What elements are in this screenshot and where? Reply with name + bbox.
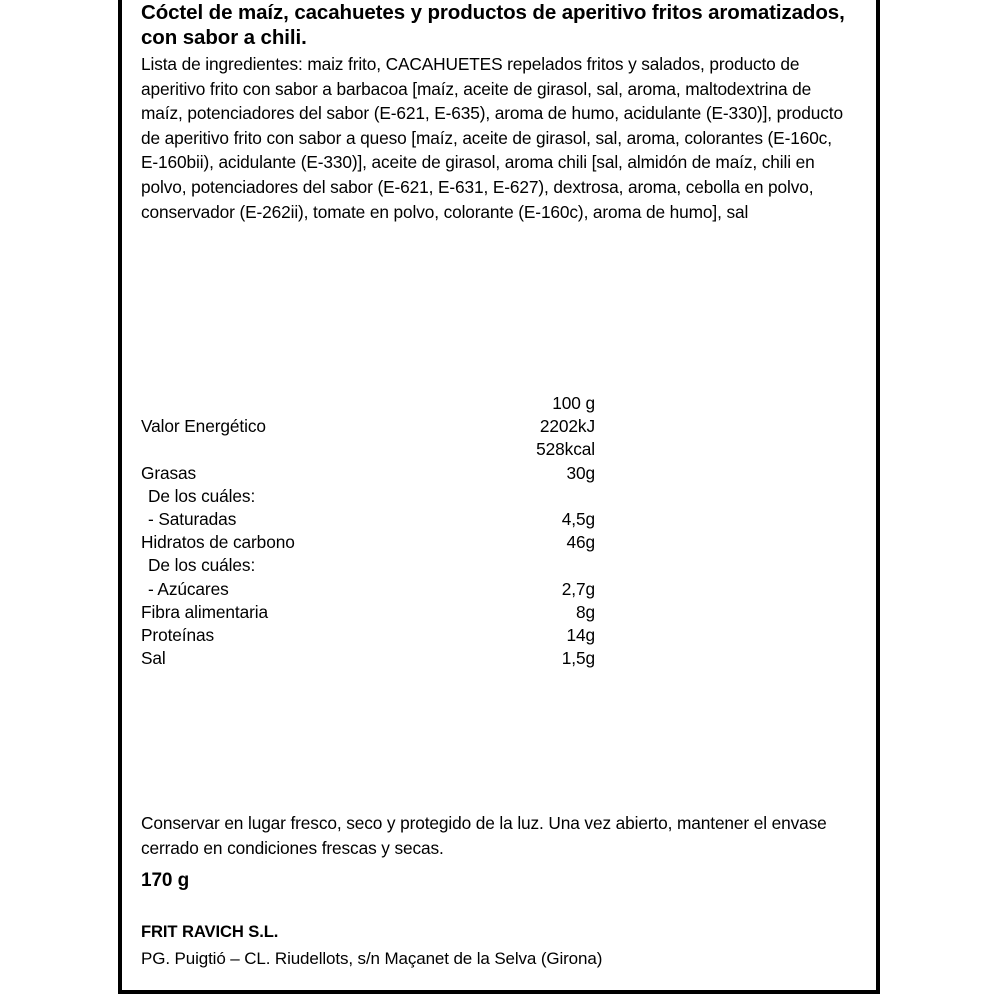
nutrition-row-label: Fibra alimentaria [141,601,268,622]
nutrition-row [141,508,601,531]
storage-instructions: Conservar en lugar fresco, seco y protegido de la luz. Una vez abierto, mantener el envase cerrado en condiciones frescas y secas. [141,813,827,858]
nutrition-row [141,392,601,415]
nutrition-row [141,554,601,577]
nutrition-table [141,392,601,670]
nutrition-row [141,485,601,508]
nutrition-row-value: 2202kJ [539,416,595,437]
nutrition-column-header: 100 g [552,393,595,413]
net-weight: 170 g [141,870,190,891]
nutrition-row-value: 8g [575,601,595,622]
nutrition-row [141,578,601,601]
nutrition-row-value: 1,5g [561,648,595,669]
nutrition-row-value: 528kcal [536,439,595,460]
nutrition-row-label: Proteínas [141,624,215,645]
ingredients-list: Lista de ingredientes: maiz frito, CACAHUETES repelados fritos y salados, producto de aperitivo frito con sabor a barbacoa [maíz, aceite de girasol, sal, aroma, maltodextrina de maíz, potenciadores del sabor (E-621, E-635), aroma de humo, acidulante (E-330)], producto de aperitivo frito con sabor a queso [maíz, aceite de girasol, sal, aroma, colorantes (E-160c, E-160bii), acidulante (E-330)], aceite de girasol, aroma chili [sal, almidón de maíz, chili en polvo, potenciadores del sabor (E-621, E-631, E-627), dextrosa, aroma, cebolla en polvo, conservador (E-262ii), tomate en polvo, colorante (E-160c), aroma de humo], sal [141,54,843,222]
nutrition-row-label: - Azúcares [148,578,229,599]
nutrition-row-label: Sal [141,648,166,669]
nutrition-row [141,624,601,647]
nutrition-row [141,415,601,438]
nutrition-row-label: Valor Energético [141,416,266,437]
company-address: PG. Puigtió – CL. Riudellots, s/n Maçanet de la Selva (Girona) [141,949,603,968]
nutrition-row-value: 46g [566,532,595,553]
product-label-frame [118,0,880,994]
nutrition-row-value: 2,7g [561,578,595,599]
nutrition-row-value: 4,5g [561,508,595,529]
nutrition-row [141,531,601,554]
nutrition-row-value: 14g [566,624,595,645]
nutrition-row-label: De los cuáles: [148,485,256,506]
label-header-section [141,0,855,224]
nutrition-row-value: 30g [566,462,595,483]
nutrition-row-label: Grasas [141,462,197,483]
nutrition-row [141,647,601,670]
nutrition-row-label: - Saturadas [148,508,237,529]
nutrition-row-label: Hidratos de carbono [141,532,295,553]
nutrition-row-label: De los cuáles: [148,555,256,576]
company-name: FRIT RAVICH S.L. [141,922,279,941]
nutrition-row [141,601,601,624]
nutrition-row [141,438,601,461]
nutrition-row [141,462,601,485]
page-title: Cóctel de maíz, cacahuetes y productos de aperitivo fritos aromatizados, con sabor a chili. [141,1,845,49]
